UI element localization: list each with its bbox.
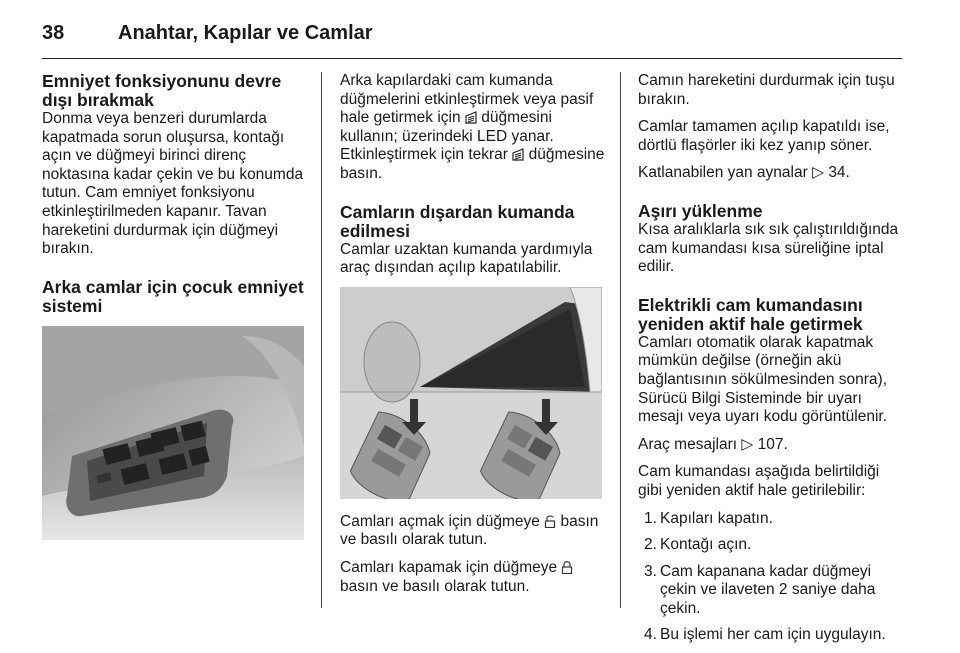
column-divider-1 [321,72,322,608]
stop-window-paragraph: Camın hareketini durdurmak için tuşu bırakın. [638,72,895,108]
header-rule [42,58,902,59]
list-item: 4. Bu işlemi her cam için uygulayın. [644,626,886,644]
close-windows-paragraph [340,559,606,596]
reference-arrow-icon: ▷ [741,435,754,453]
list-item: 2. Kontağı açın. [644,536,752,554]
section-heading-reactivate: Elektrikli cam kumandasını yeniden aktif hale getirmek [638,294,863,334]
door-switch-photo [42,326,304,540]
overload-paragraph: Kısa aralıklarla sık sık çalıştırıldığında cam kumandası kısa süreliğine iptal edilir. [638,220,899,276]
close-windows-text-b: basın ve basılı olarak tutun. [340,577,530,595]
column-divider-2 [620,72,621,608]
page-title: Anahtar, Kapılar ve Camlar [118,22,373,44]
column-3 [638,72,902,653]
vehicle-messages-reference [638,436,902,455]
lock-icon [561,560,573,574]
child-lock-text-b: düğmesini kullanın; üzerindeki LED yanar. [340,109,554,145]
reference-arrow-icon: ▷ [812,164,824,182]
page-header [42,14,902,54]
reactivate-intro: Cam kumandası aşağıda belirtildiği gibi yeniden aktif hale getirilebilir: [638,463,880,499]
vehicle-messages-page[interactable]: 107. [757,435,788,453]
child-lock-text-d: düğmesine basın. [340,146,605,182]
hazard-flash-paragraph: Camlar tamamen açılıp kapatıldı ise, dörtlü flaşörler iki kez yanıp söner. [638,118,890,154]
column-2 [340,72,606,605]
safety-off-paragraph: Donma veya benzeri durumlarda kapatmada sorun oluşursa, kontağı açın ve düğmeyi birinci direnç noktasına kadar çekin ve bu konumda tutun. Cam emniyet fonksiyonu etkinleştirilmeden kapanır. Tavan hareketini durdurmak için düğmeyi bırakın. [42,110,304,258]
unlock-icon [544,514,556,528]
list-item: 1. Kapıları kapatın. [644,509,773,527]
vehicle-messages-text: Araç mesajları [638,435,738,453]
section-heading-safety-off: Emniyet fonksiyonunu devre dışı bırakmak [42,71,282,110]
open-windows-text-b: basın ve basılı olarak tutun. [340,512,599,549]
child-lock-text-c: Etkinleştirmek için tekrar [340,146,508,164]
mirrors-reference-text: Katlanabilen yan aynalar [638,164,808,182]
open-windows-paragraph [340,513,606,550]
page-number: 38 [42,22,65,44]
section-heading-child-lock: Arka camlar için çocuk emniyet sistemi [42,276,304,316]
close-windows-text-a: Camları kapamak için düğmeye [340,558,558,576]
remote-key-illustration [340,287,602,499]
child-lock-icon [512,147,524,161]
list-item: 3. Cam kapanana kadar düğmeyi çekin ve ilaveten 2 saniye daha çekin. [644,562,876,617]
reactivate-paragraph: Camları otomatik olarak kapatmak mümkün değilse (örneğin akü bağlantısının sökülmesinden sonra), Sürücü Bilgi Sisteminde bir uyarı mesajı veya uyarı kodu görüntülenir. [638,333,888,426]
child-lock-icon [465,110,477,124]
child-lock-paragraph [340,72,606,184]
reactivate-steps [638,510,902,646]
section-heading-remote: Camların dışardan kumanda edilmesi [340,201,575,241]
open-windows-text-a: Camları açmak için düğmeye [340,512,540,530]
mirrors-reference-page[interactable]: 34. [828,164,850,182]
child-lock-text-a: Arka kapılardaki cam kumanda düğmelerini etkinleştirmek veya pasif hale getirmek için [340,72,594,127]
section-heading-overload: Aşırı yüklenme [638,200,763,221]
remote-paragraph: Camlar uzaktan kumanda yardımıyla araç dışından açılıp kapatılabilir. [340,240,593,277]
mirrors-reference [638,164,902,183]
column-1 [42,72,304,540]
